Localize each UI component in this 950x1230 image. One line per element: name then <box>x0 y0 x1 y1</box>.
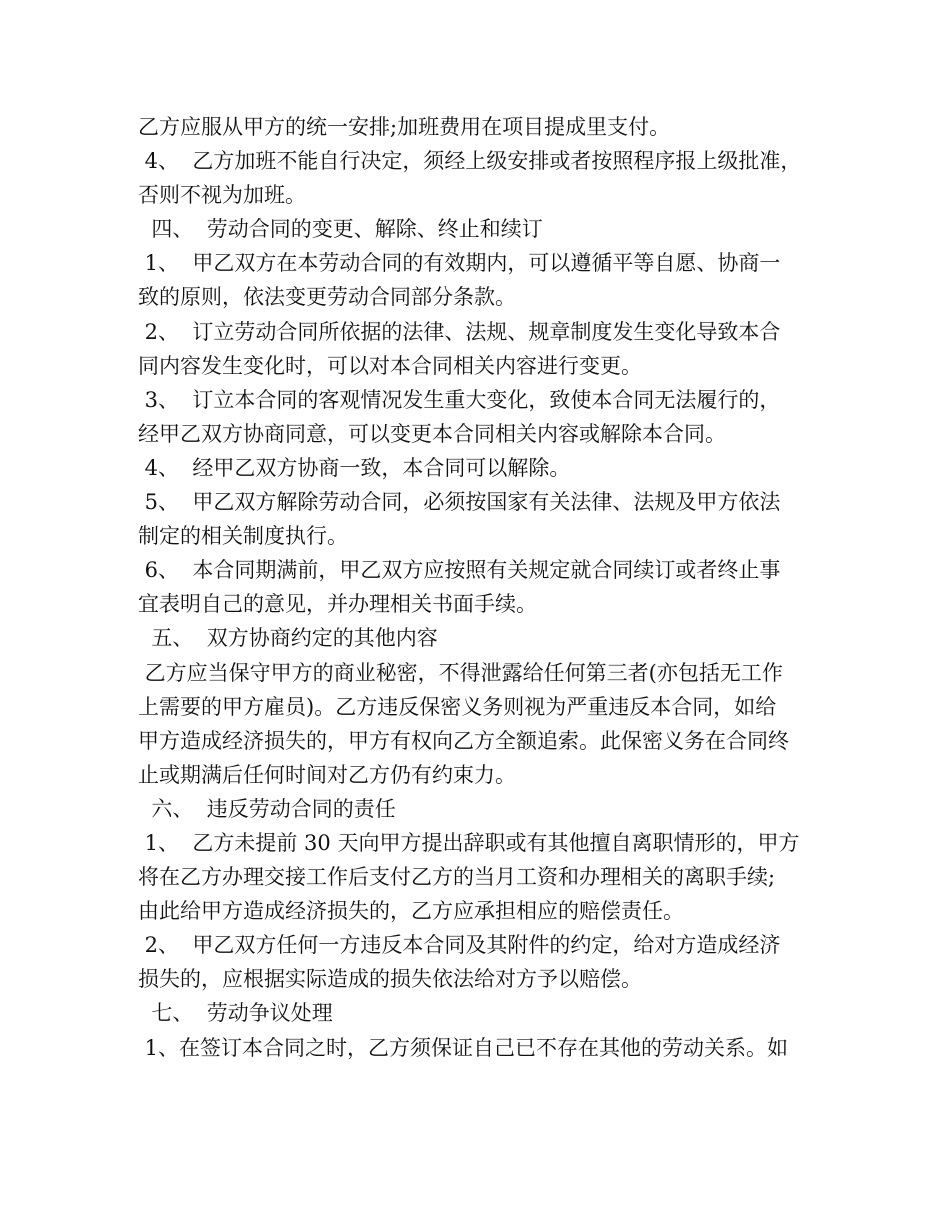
document-body <box>138 110 828 1065</box>
text-line: 4、 乙方加班不能自行决定，须经上级安排或者按照程序报上级批准， <box>138 149 802 174</box>
text-line: 将在乙方办理交接工作后支付乙方的当月工资和办理相关的离职手续; <box>138 865 776 890</box>
text-line: 致的原则，依法变更劳动合同部分条款。 <box>138 285 516 310</box>
text-line: 上需要的甲方雇员)。乙方违反保密义务则视为严重违反本合同，如给 <box>138 694 777 719</box>
text-line: 由此给甲方造成经济损失的，乙方应承担相应的赔偿责任。 <box>138 899 684 924</box>
text-line: 甲方造成经济损失的，甲方有权向乙方全额追索。此保密义务在合同终 <box>138 728 789 753</box>
text-line: 否则不视为加班。 <box>138 183 306 208</box>
text-line: 宜表明自己的意见，并办理相关书面手续。 <box>138 592 537 617</box>
text-line: 制定的相关制度执行。 <box>138 524 348 549</box>
section-heading: 六、 违反劳动合同的责任 <box>138 796 396 821</box>
text-line: 5、 甲乙双方解除劳动合同，必须按国家有关法律、法规及甲方依法 <box>138 490 781 515</box>
text-line: 2、 订立劳动合同所依据的法律、法规、规章制度发生变化导致本合 <box>138 319 781 344</box>
text-line: 3、 订立本合同的客观情况发生重大变化，致使本合同无法履行的， <box>138 387 781 412</box>
text-line: 1、 甲乙双方在本劳动合同的有效期内，可以遵循平等自愿、协商一 <box>138 251 781 276</box>
text-line: 1、在签订本合同之时，乙方须保证自己已不存在其他的劳动关系。如 <box>138 1035 789 1060</box>
text-line: 乙方应服从甲方的统一安排;加班费用在项目提成里支付。 <box>138 115 671 139</box>
text-line: 损失的，应根据实际造成的损失依法给对方予以赔偿。 <box>138 967 642 992</box>
text-line: 4、 经甲乙双方协商一致，本合同可以解除。 <box>138 455 571 480</box>
section-heading: 七、 劳动争议处理 <box>138 1001 333 1026</box>
text-line: 乙方应当保守甲方的商业秘密，不得泄露给任何第三者(亦包括无工作 <box>138 660 783 685</box>
text-line: 经甲乙双方协商同意，可以变更本合同相关内容或解除本合同。 <box>138 421 726 446</box>
text-line: 同内容发生变化时，可以对本合同相关内容进行变更。 <box>138 353 642 378</box>
section-heading: 四、 劳动合同的变更、解除、终止和续订 <box>138 217 543 242</box>
text-line: 6、 本合同期满前，甲乙双方应按照有关规定就合同续订或者终止事 <box>138 558 781 583</box>
text-line: 1、 乙方未提前 30 天向甲方提出辞职或有其他擅自离职情形的，甲方 <box>138 830 800 855</box>
section-heading: 五、 双方协商约定的其他内容 <box>138 626 438 651</box>
text-line: 2、 甲乙双方任何一方违反本合同及其附件的约定，给对方造成经济 <box>138 933 781 958</box>
text-line: 止或期满后任何时间对乙方仍有约束力。 <box>138 762 516 787</box>
